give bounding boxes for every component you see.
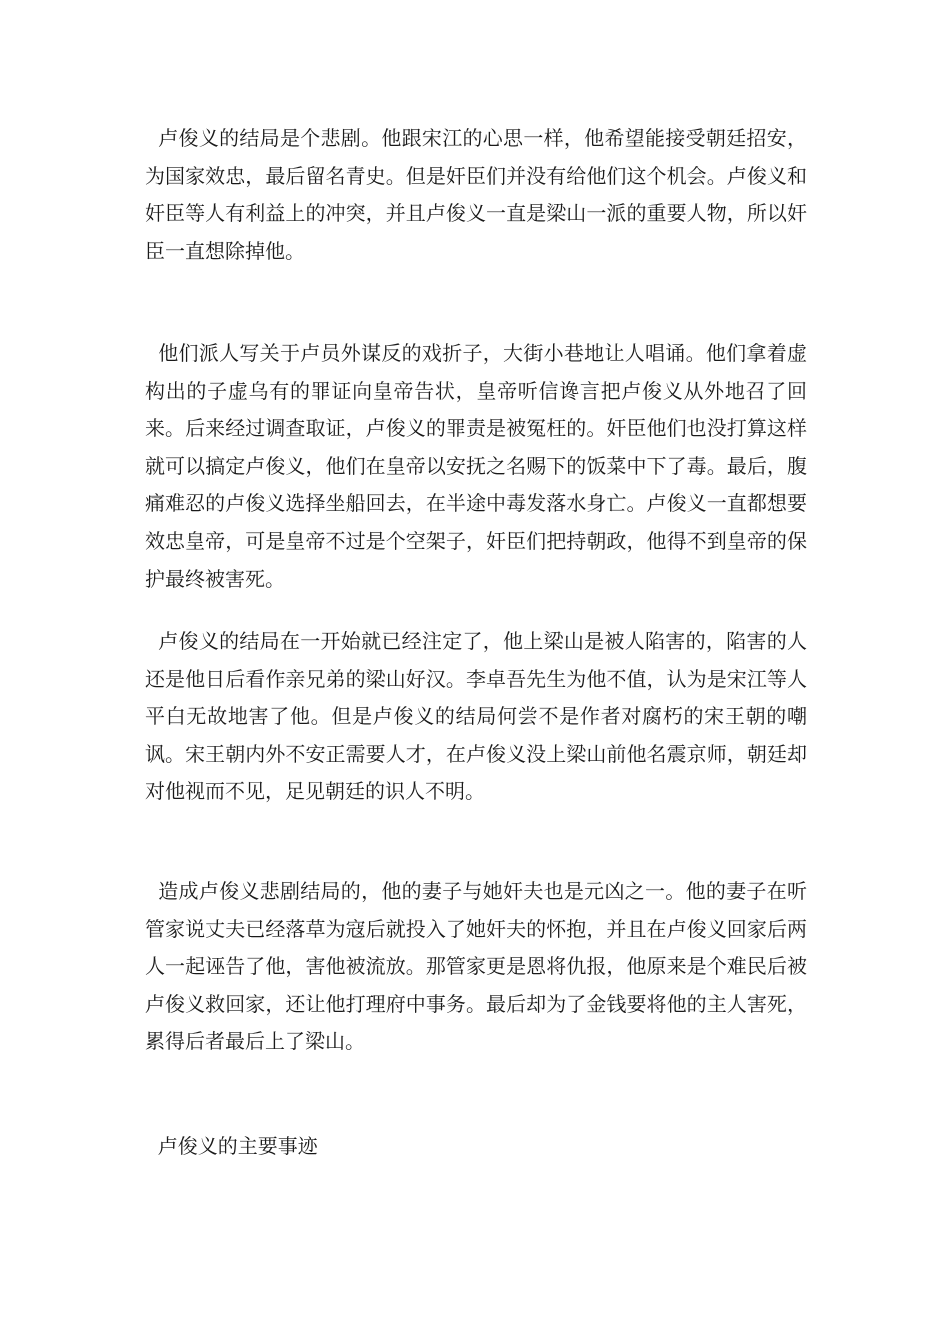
paragraph-ending-tragedy: 卢俊义的结局是个悲剧。他跟宋江的心思一样，他希望能接受朝廷招安，为国家效忠，最后留名青史。但是奸臣们并没有给他们这个机会。卢俊义和奸臣等人有利益上的冲突，并且卢俊义一直是梁山一派的重要人物，所以奸臣一直想除掉他。 (145, 126, 807, 263)
section-heading: 卢俊义的主要事迹 (145, 1134, 318, 1158)
paragraph-framed-and-poisoned: 他们派人写关于卢员外谋反的戏折子，大街小巷地让人唱诵。他们拿着虚构出的子虚乌有的罪证向皇帝告状，皇帝听信谗言把卢俊义从外地召了回来。后来经过调查取证，卢俊义的罪责是被冤枉的。奸臣他们也没打算这样就可以搞定卢俊义，他们在皇帝以安抚之名赐下的饭菜中下了毒。最后，腹痛难忍的卢俊义选择坐船回去，在半途中毒发落水身亡。卢俊义一直都想要效忠皇帝，可是皇帝不过是个空架子，奸臣们把持朝政，他得不到皇帝的保护最终被害死。 (145, 341, 807, 591)
paragraph-wife-and-steward: 造成卢俊义悲剧结局的，他的妻子与她奸夫也是元凶之一。他的妻子在听管家说丈夫已经落草为寇后就投入了她奸夫的怀抱，并且在卢俊义回家后两人一起诬告了他，害他被流放。那管家更是恩将仇报，他原来是个难民后被卢俊义救回家，还让他打理府中事务。最后却为了金钱要将他的主人害死，累得后者最后上了梁山。 (145, 879, 807, 1054)
paragraph-fate-destined: 卢俊义的结局在一开始就已经注定了，他上梁山是被人陷害的，陷害的人还是他日后看作亲兄弟的梁山好汉。李卓吾先生为他不值，认为是宋江等人平白无故地害了他。但是卢俊义的结局何尝不是作者对腐朽的宋王朝的嘲讽。宋王朝内外不安正需要人才，在卢俊义没上梁山前他名震京师，朝廷却对他视而不见，足见朝廷的识人不明。 (145, 629, 807, 804)
